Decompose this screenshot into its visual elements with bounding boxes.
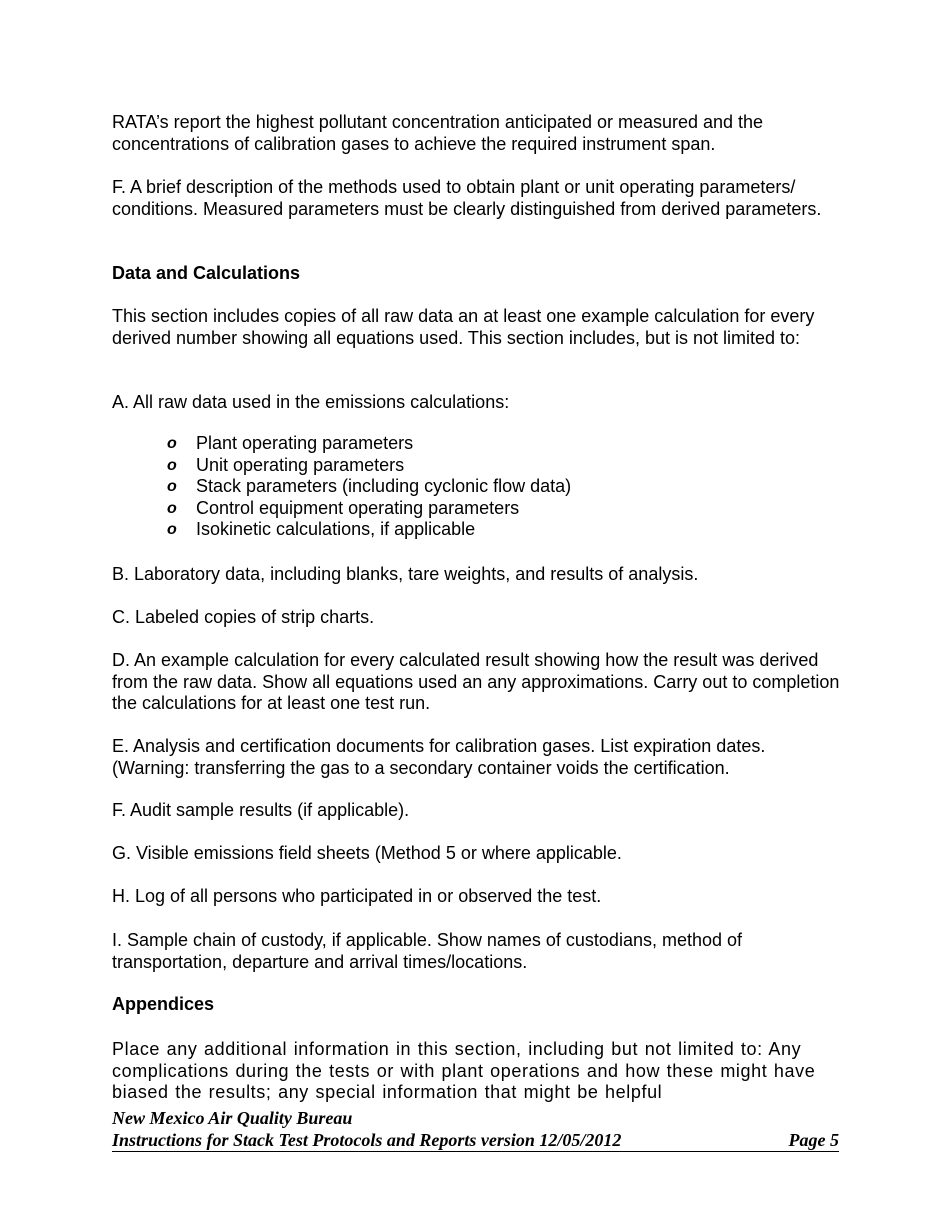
list-item [167, 433, 571, 455]
appendices-heading: Appendices [112, 994, 215, 1014]
bullet-icon: o [167, 456, 177, 474]
list-item [167, 519, 571, 541]
footer-doc-title: Instructions for Stack Test Protocols and Reports version 12/05/2012 [112, 1129, 622, 1150]
list-item-text: Stack parameters (including cyclonic flow data) [196, 476, 572, 496]
item-c-paragraph: C. Labeled copies of strip charts. [112, 607, 375, 627]
bullet-icon: o [167, 478, 177, 495]
data-intro-paragraph: This section includes copies of all raw data an at least one example calculation for every derived number showing all equations used. This section includes, but is not limited to: [112, 306, 815, 348]
item-f-paragraph: F. Audit sample results (if applicable). [112, 800, 410, 820]
f-methods-paragraph: F. A brief description of the methods used to obtain plant or unit operating parameters/ conditions. Measured parameters must be clearly distinguished from derived parameters. [112, 177, 822, 219]
item-e-paragraph: E. Analysis and certification documents for calibration gases. List expiration dates. (Warning: transferring the gas to a secondary container voids the certification. [112, 736, 766, 778]
bullet-icon: o [167, 499, 177, 517]
item-g-paragraph: G. Visible emissions field sheets (Method 5 or where applicable. [112, 843, 622, 863]
list-item [167, 498, 571, 520]
bullet-icon: o [167, 435, 177, 452]
page-footer [112, 1108, 839, 1152]
item-i-paragraph: I. Sample chain of custody, if applicable. Show names of custodians, method of transportation, departure and arrival times/locations. [112, 930, 743, 972]
list-item-text: Control equipment operating parameters [196, 497, 520, 518]
rata-paragraph: RATA’s report the highest pollutant concentration anticipated or measured and the concentrations of calibration gases to achieve the required instrument span. [112, 112, 764, 154]
list-item [167, 476, 571, 498]
footer-org: New Mexico Air Quality Bureau [112, 1108, 353, 1128]
item-h-paragraph: H. Log of all persons who participated in or observed the test. [112, 886, 602, 906]
item-a-paragraph: A. All raw data used in the emissions calculations: [112, 392, 510, 412]
page-number: Page 5 [788, 1129, 839, 1150]
list-item [167, 455, 571, 477]
appendices-paragraph: Place any additional information in this section, including but not limited to: Any complications during the tests or with plant operations and how these might have biased the results; any special information that might be helpful [112, 1039, 816, 1102]
list-item-text: Unit operating parameters [196, 454, 405, 475]
raw-data-bullet-list [167, 433, 571, 541]
item-b-paragraph: B. Laboratory data, including blanks, tare weights, and results of analysis. [112, 564, 699, 584]
list-item-text: Plant operating parameters [196, 433, 414, 453]
item-d-paragraph: D. An example calculation for every calculated result showing how the result was derived from the raw data. Show all equations used an any approximations. Carry out to completion the calculations for at least one test run. [112, 650, 840, 713]
bullet-icon: o [167, 521, 177, 538]
data-calculations-heading: Data and Calculations [112, 263, 301, 283]
list-item-text: Isokinetic calculations, if applicable [196, 519, 476, 539]
footer-title-row [112, 1130, 839, 1153]
